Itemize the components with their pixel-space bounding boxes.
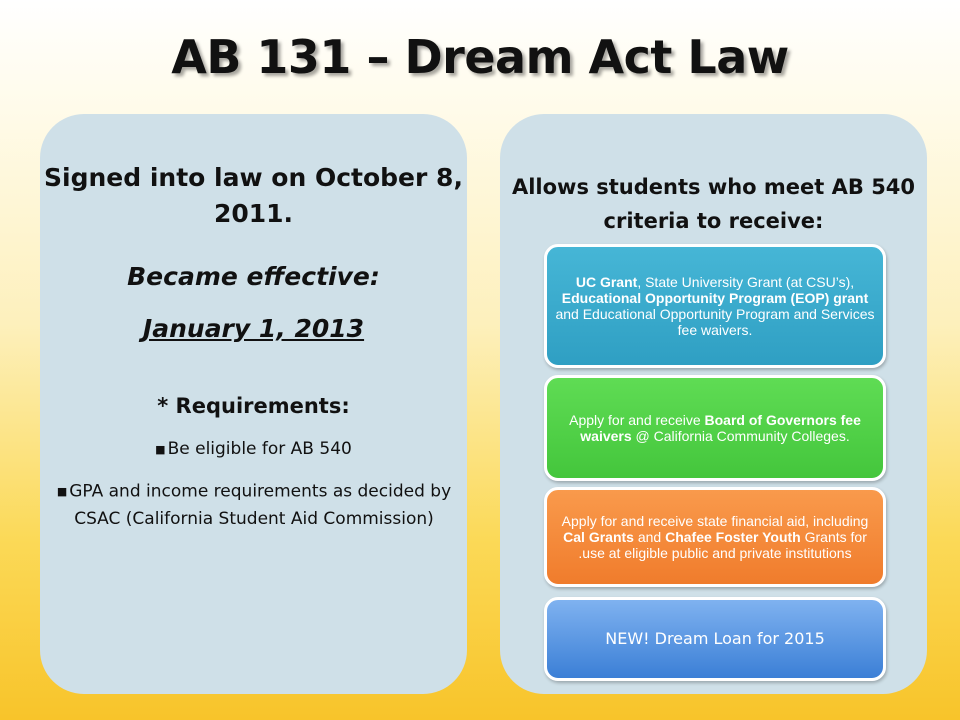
state-aid-box [544,487,886,587]
requirement-item [40,439,467,459]
benefits-heading: Allows students who meet AB 540 criteria to receive: [511,175,916,233]
left-panel [40,114,467,694]
square-bullet-icon: ■ [56,485,68,498]
signed-date-text: Signed into law on October 8, 2011. [44,163,463,228]
state-aid-text: Apply for and receive state financial aid, including Cal Grants and Chafee Foster Youth Grants for .use at eligible public and private institutions [561,513,869,561]
effective-date: January 1, 2013 [142,314,365,343]
uc-grant-box [544,244,886,368]
became-effective-label: Became effective: [127,262,380,291]
uc-grant-text: UC Grant, State University Grant (at CSU’s), Educational Opportunity Program (EOP) grant and Educational Opportunity Program and Services fee waivers. [555,274,875,338]
bog-waiver-box [544,375,886,481]
requirement-item [54,478,454,533]
requirement-item-text: Be eligible for AB 540 [167,439,352,459]
dream-loan-box [544,597,886,681]
bog-waiver-text: Apply for and receive Board of Governors fee waivers @ California Community Colleges. [569,412,861,444]
requirement-item-text: GPA and income requirements as decided by CSAC (California Student Aid Commission) [69,481,452,529]
square-bullet-icon: ■ [155,442,166,456]
requirements-heading: * Requirements: [157,394,350,418]
dream-loan-text: NEW! Dream Loan for 2015 [605,629,825,648]
slide-title: AB 131 – Dream Act Law [171,30,789,84]
